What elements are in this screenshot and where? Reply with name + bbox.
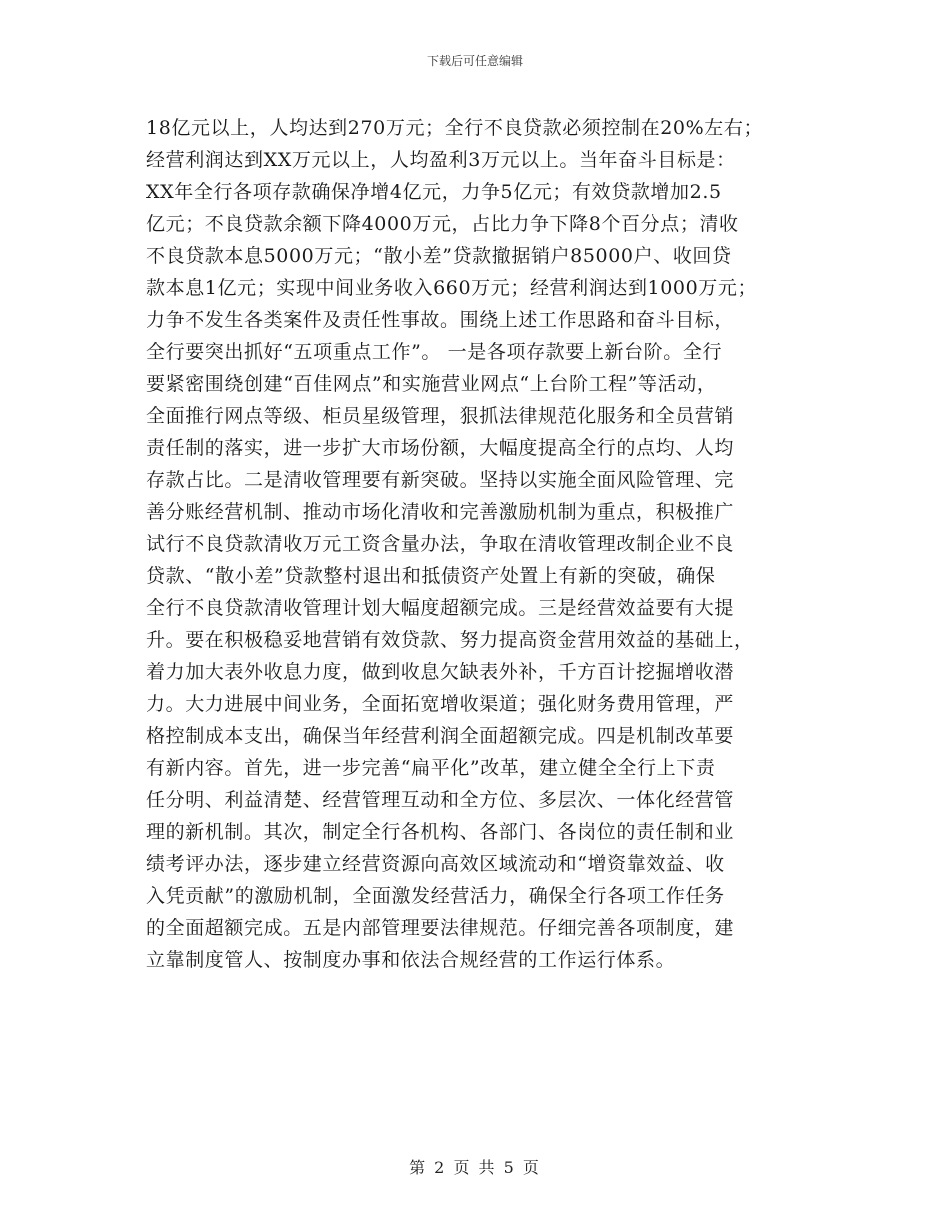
text-line: 试行不良贷款清收万元工资含量办法，争取在清收管理改制企业不良 (146, 533, 735, 555)
text-line: 不良贷款本息5000万元；“散小差”贷款撤据销户85000户、收回贷 (146, 245, 732, 267)
text-line: 责任制的落实，进一步扩大市场份额，大幅度提高全行的点均、人均 (146, 437, 735, 459)
text-line: 任分明、利益清楚、经营管理互动和全方位、多层次、一体化经营管 (146, 789, 735, 811)
text-line: 全面推行网点等级、柜员星级管理，狠抓法律规范化服务和全员营销 (146, 405, 735, 427)
text-line: 要紧密围绕创建“百佳网点”和实施营业网点“上台阶工程”等活动， (146, 373, 717, 395)
text-line: 着力加大表外收息力度，做到收息欠缺表外补，千方百计挖掘增收潜 (146, 661, 735, 683)
text-line: 绩考评办法，逐步建立经营资源向高效区域流动和“增资靠效益、收 (146, 853, 725, 875)
text-line: 18亿元以上，人均达到270万元；全行不良贷款必须控制在20%左右； (146, 117, 764, 139)
text-line: 升。要在积极稳妥地营销有效贷款、努力提高资金营用效益的基础上， (146, 629, 754, 651)
text-line: 款本息1亿元；实现中间业务收入660万元；经营利润达到1000万元； (146, 277, 758, 299)
text-line: 存款占比。二是清收管理要有新突破。坚持以实施全面风险管理、完 (146, 469, 735, 491)
text-line: 全行不良贷款清收管理计划大幅度超额完成。三是经营效益要有大提 (146, 597, 735, 619)
document-body (146, 112, 806, 976)
text-line: XX年全行各项存款确保净增4亿元，力争5亿元；有效贷款增加2.5 (146, 181, 722, 203)
text-line: 贷款、“散小差”贷款整村退出和抵债资产处置上有新的突破，确保 (146, 565, 716, 587)
text-line: 理的新机制。其次，制定全行各机构、各部门、各岗位的责任制和业 (146, 821, 735, 843)
text-line: 力。大力进展中间业务，全面拓宽增收渠道；强化财务费用管理，严 (146, 693, 735, 715)
text-line: 入凭贡献”的激励机制，全面激发经营活力，确保全行各项工作任务 (146, 885, 725, 907)
text-line: 的全面超额完成。五是内部管理要法律规范。仔细完善各项制度，建 (146, 917, 735, 939)
text-line: 格控制成本支出，确保当年经营利润全面超额完成。四是机制改革要 (146, 725, 735, 747)
page-header: 下载后可任意编辑 (426, 54, 523, 68)
text-line: 亿元；不良贷款余额下降4000万元，占比力争下降8个百分点；清收 (146, 213, 739, 235)
text-line: 力争不发生各类案件及责任性事故。围绕上述工作思路和奋斗目标， (146, 309, 735, 331)
page-number-footer: 第 2 页 共 5 页 (409, 1158, 541, 1177)
text-line: 有新内容。首先，进一步完善“扁平化”改革，建立健全全行上下责 (146, 757, 716, 779)
text-line: 立靠制度管人、按制度办事和依法合规经营的工作运行体系。 (146, 949, 676, 971)
text-line: 全行要突出抓好“五项重点工作”。 一是各项存款要上新台阶。全行 (146, 341, 723, 363)
text-line: 善分账经营机制、推动市场化清收和完善激励机制为重点，积极推广 (146, 501, 735, 523)
text-line: 经营利润达到XX万元以上，人均盈利3万元以上。当年奋斗目标是： (146, 149, 736, 171)
